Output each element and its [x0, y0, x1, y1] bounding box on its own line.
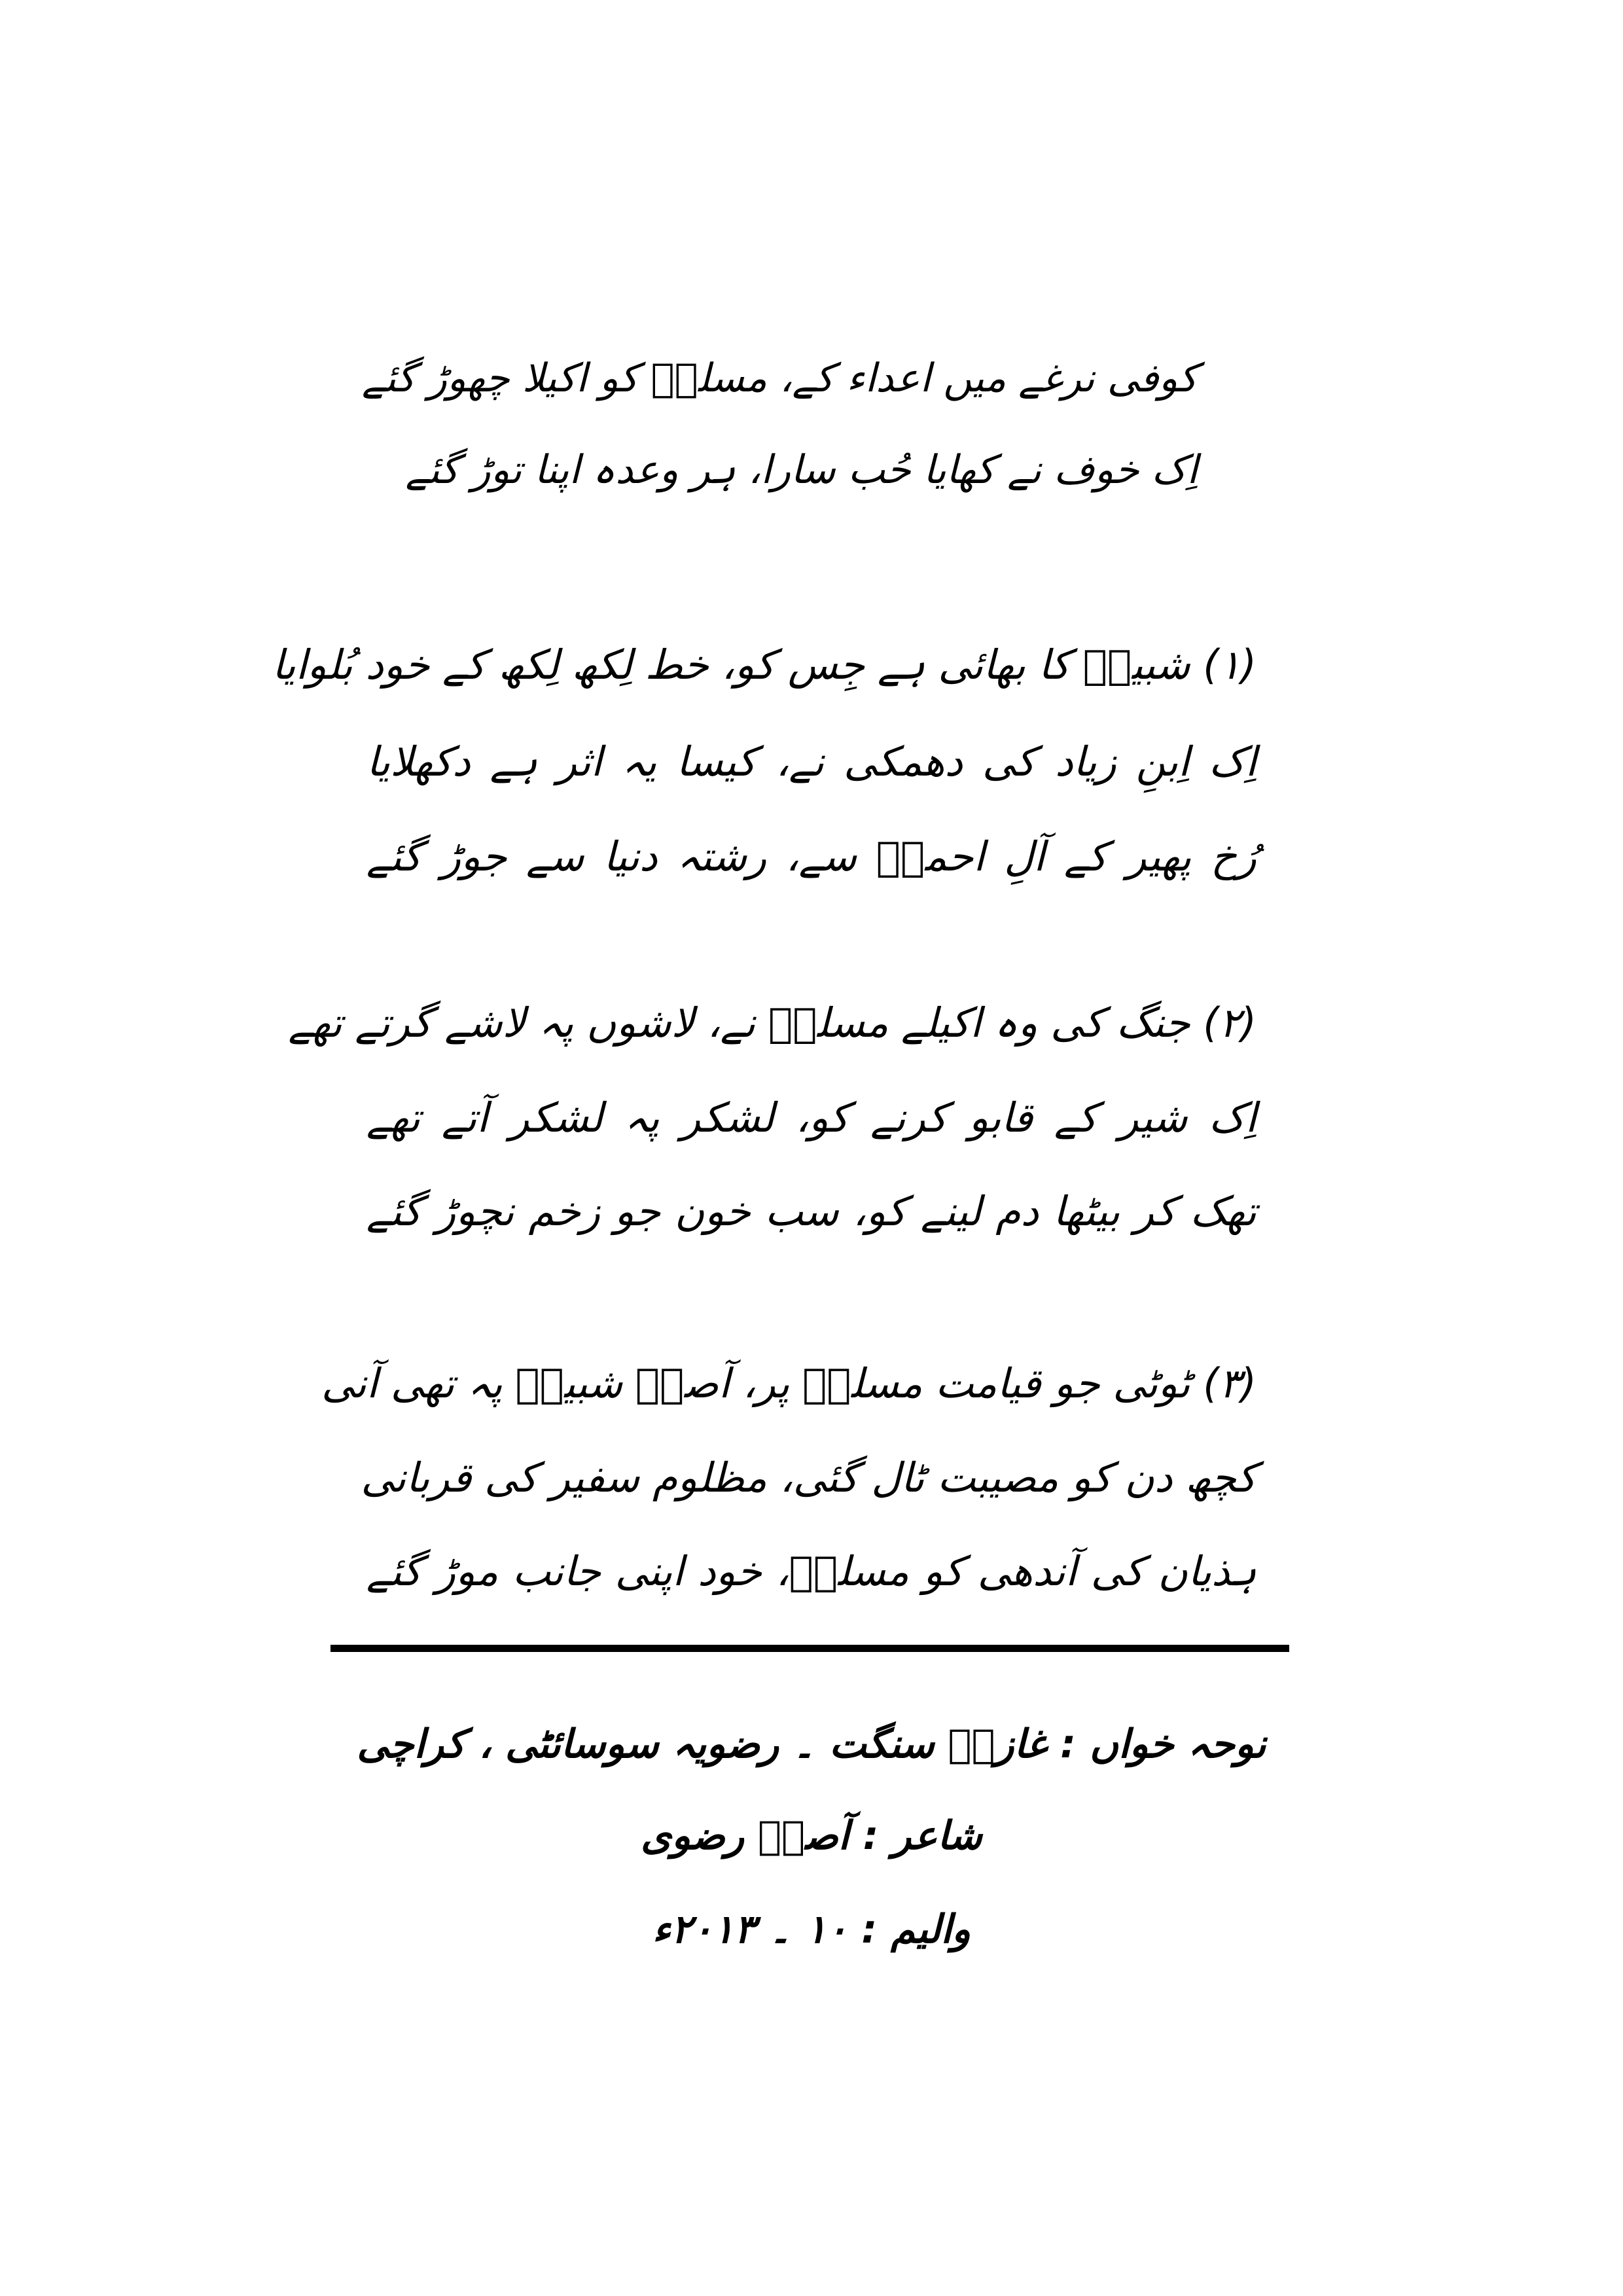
- stanza-1-line-2: اِک اِبنِ زیاد کی دھمکی نے، کیسا یہ اثر ہے دکھلایا: [366, 738, 1257, 785]
- stanza-1-line-3: رُخ پھیر کے آلِ احمدؐ سے، رشتہ دنیا سے جوڑ گئے: [366, 833, 1257, 880]
- divider-rule: [330, 1645, 1289, 1652]
- stanza-3-line-3: ہذیان کی آندھی کو مسلمؑ، خود اپنی جانب موڑ گئے: [366, 1547, 1257, 1595]
- stanza-1-line-1: (۱) شبیرؑ کا بھائی ہے جِس کو، خط لِکھ لِکھ کے خود بُلوایا: [272, 641, 1257, 689]
- poet-credit: شاعر : آصفؔ رضوی: [641, 1813, 982, 1859]
- stanza-2-line-2: اِک شیر کے قابو کرنے کو، لشکر پہ لشکر آتے تھے: [366, 1094, 1257, 1141]
- stanza-3-line-2: کچھ دن کو مصیبت ٹال گئی، مظلوم سفیر کی قربانی: [361, 1454, 1257, 1501]
- volume-credit: والیم : ۱۰ ۔ ۲۰۱۳ء: [652, 1907, 971, 1952]
- reciter-credit: نوحہ خواں : غازیؑ سنگت ۔ رضویہ سوسائٹی ، کراچی: [357, 1721, 1266, 1767]
- stanza-2-line-1: (۲) جنگ کی وہ اکیلے مسلمؑ نے، لاشوں پہ لاشے گرتے تھے: [288, 999, 1257, 1047]
- refrain-line-1: کوفی نرغے میں اعداء کے، مسلمؑ کو اکیلا چھوڑ گئے: [362, 355, 1198, 401]
- stanza-2-line-3: تھک کر بیٹھا دم لینے کو، سب خون جو زخم نچوڑ گئے: [366, 1187, 1257, 1235]
- stanza-3-line-1: (۳) ٹوٹی جو قیامت مسلمؑ پر، آصفؔ شبیرؑ پہ تھی آنی: [321, 1359, 1257, 1407]
- refrain-line-2: اِک خوف نے کھایا حُب سارا، ہر وعدہ اپنا توڑ گئے: [405, 447, 1198, 493]
